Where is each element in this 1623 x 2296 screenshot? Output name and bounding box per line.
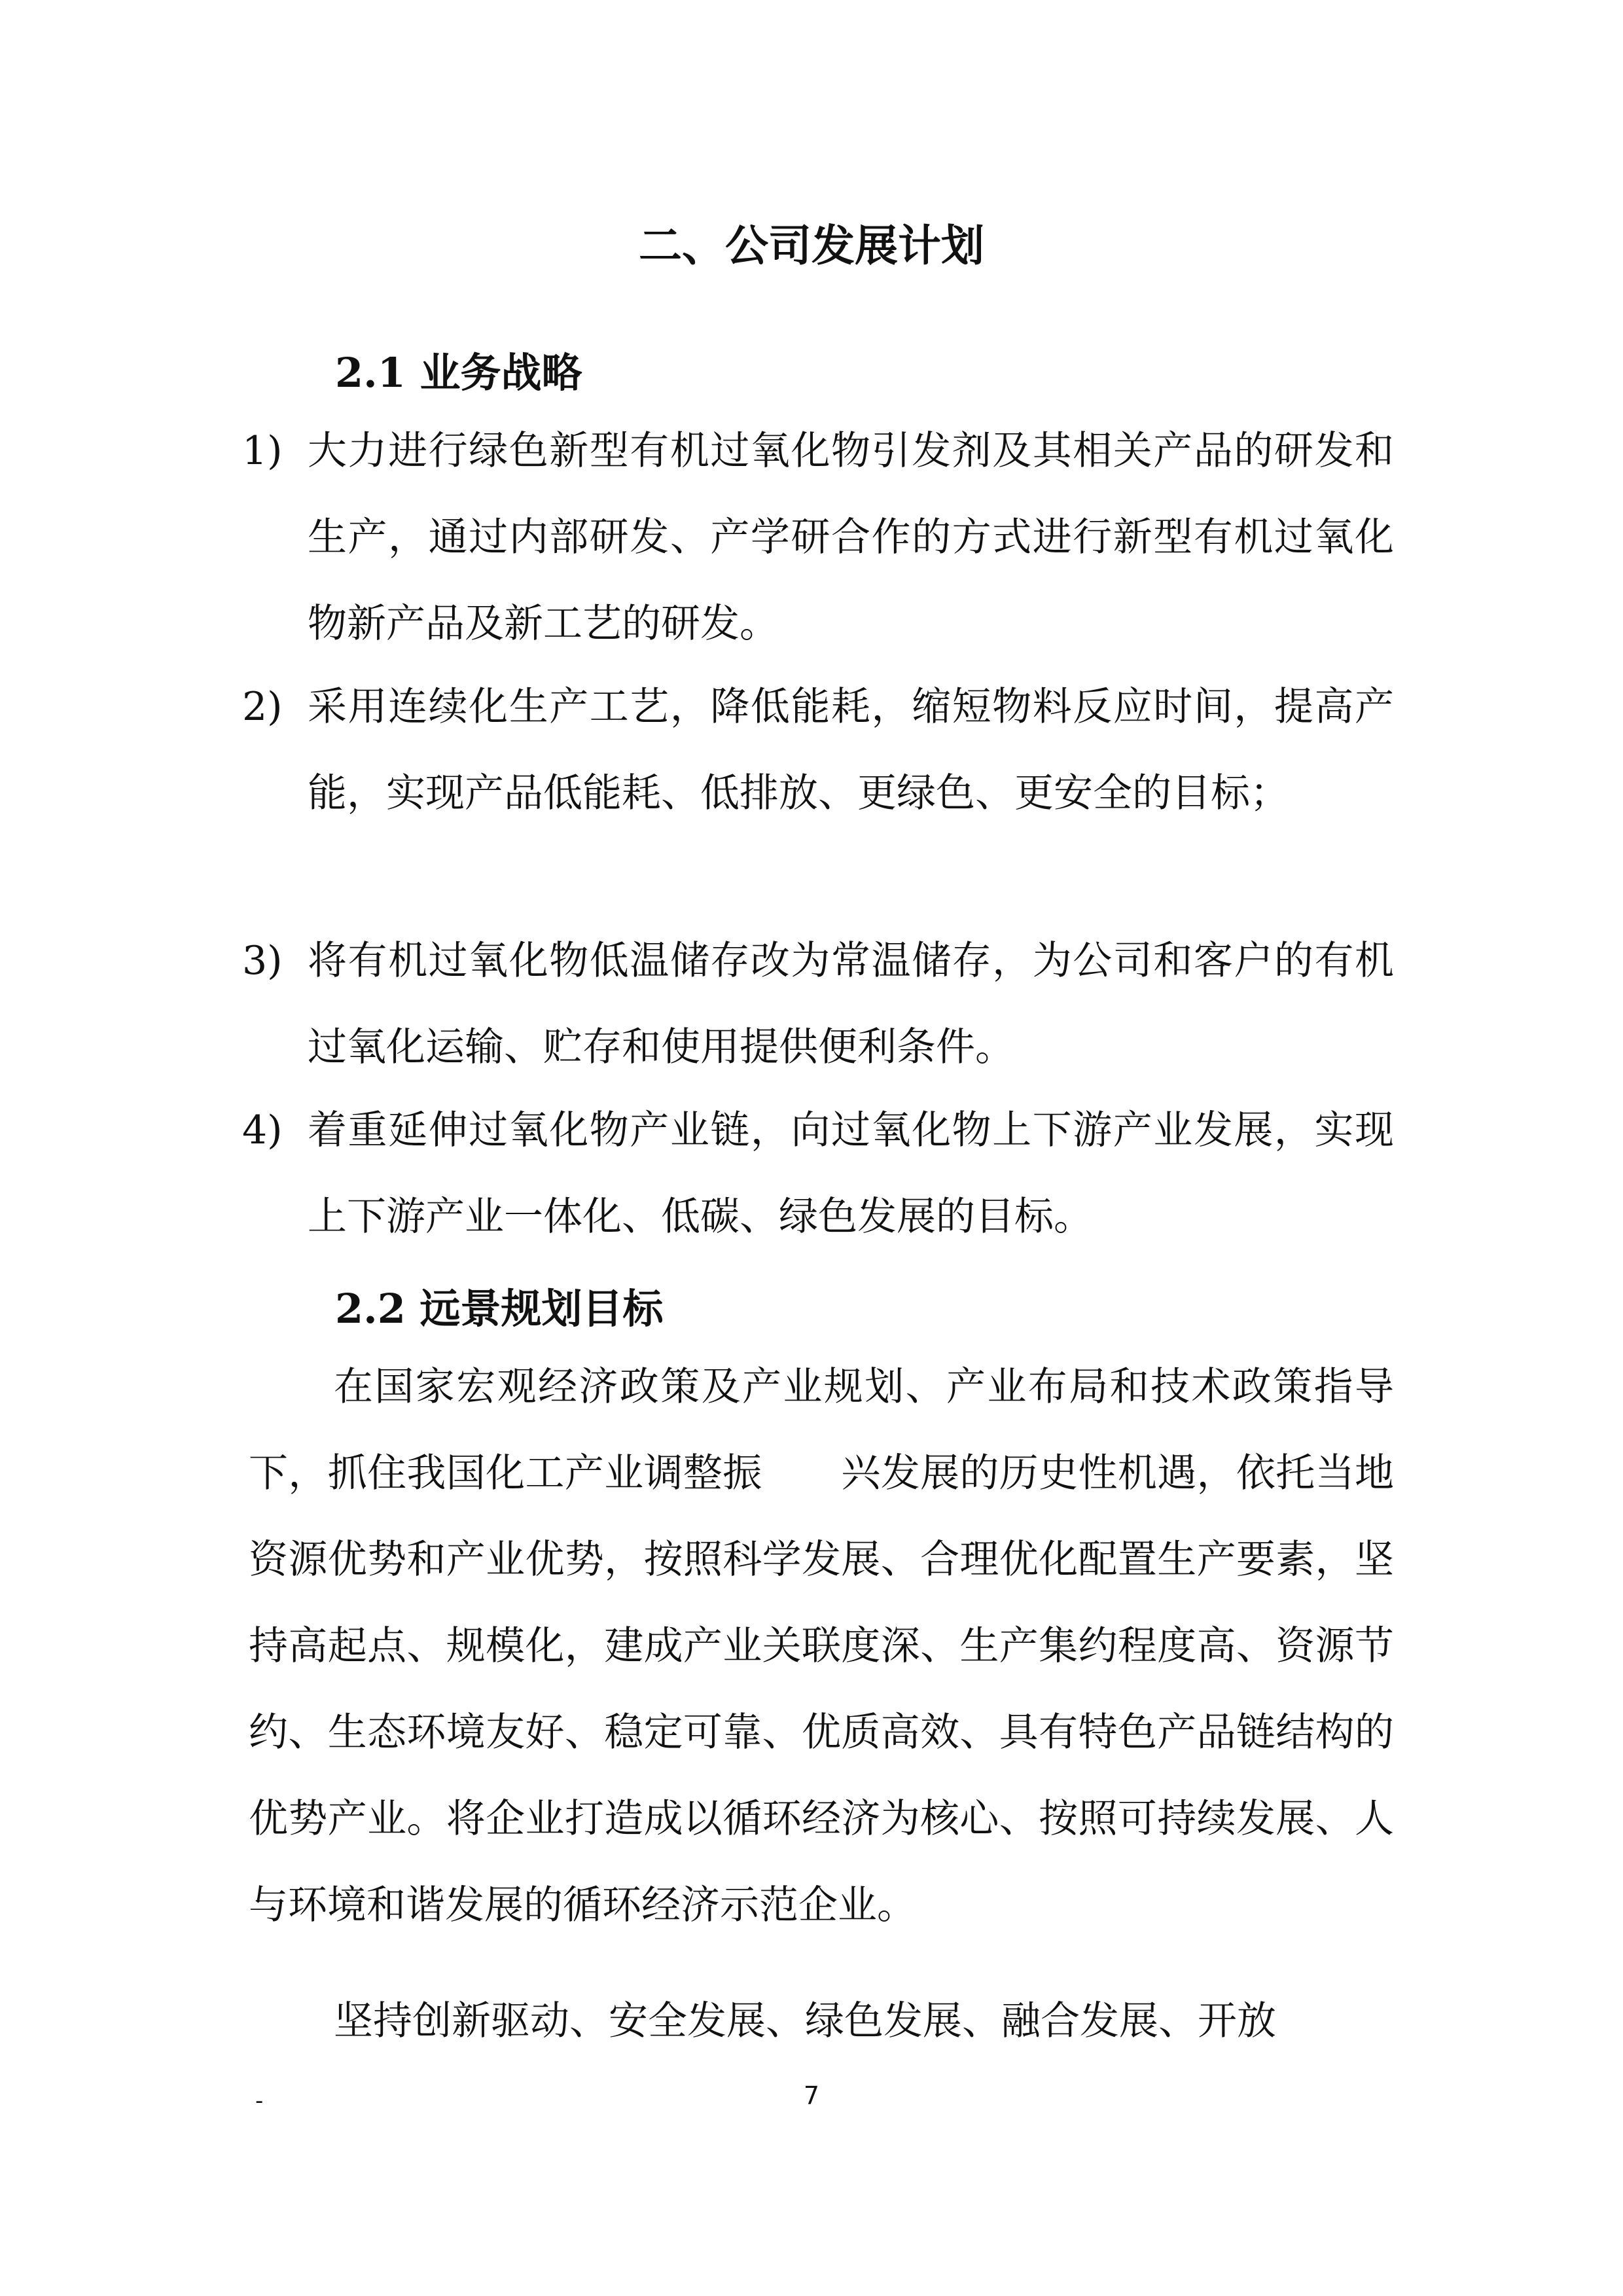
section-heading-business-strategy: 2.1 业务战略 xyxy=(335,349,582,397)
body-paragraph: 坚持创新驱动、安全发展、绿色发展、融合发展、开放 xyxy=(334,1998,1276,2044)
list-item-number: 2) xyxy=(242,684,283,730)
list-item-text: 采用连续化生产工艺，降低能耗，缩短物料反应时间，提高产能，实现产品低能耗、低排放、更绿色、更安全的目标； xyxy=(308,684,1394,816)
list-item-text: 着重延伸过氧化物产业链，向过氧化物上下游产业发展，实现上下游产业一体化、低碳、绿色发展的目标。 xyxy=(308,1107,1394,1240)
section-heading-vision-goals: 2.2 远景规划目标 xyxy=(335,1285,664,1333)
list-item-number: 1) xyxy=(242,428,283,474)
list-item-text: 将有机过氧化物低温储存改为常温储存，为公司和客户的有机过氧化运输、贮存和使用提供便利条件。 xyxy=(308,938,1394,1070)
list-item-number: 3) xyxy=(242,938,283,984)
body-paragraph: 在国家宏观经济政策及产业规划、产业布局和技术政策指导下，抓住我国化工产业调整振 兴发展的历史性机遇，依托当地资源优势和产业优势，按照科学发展、合理优化配置生产要素，坚持高起点、规模化，建成产业关联度深、生产集约程度高、资源节约、生态环境友好、稳定可靠、优质高效、具有特色产品链结构的优势产业。将企业打造成以循环经济为核心、按照可持续发展、人与环境和谐发展的循环经济示范企业。 xyxy=(249,1364,1394,1928)
list-item-number: 4) xyxy=(242,1107,283,1153)
page-number: 7 xyxy=(803,2081,820,2110)
footer-dash: - xyxy=(255,2088,264,2114)
list-item-text: 大力进行绿色新型有机过氧化物引发剂及其相关产品的研发和生产，通过内部研发、产学研合作的方式进行新型有机过氧化物新产品及新工艺的研发。 xyxy=(308,428,1394,647)
page-title: 二、公司发展计划 xyxy=(639,221,984,271)
